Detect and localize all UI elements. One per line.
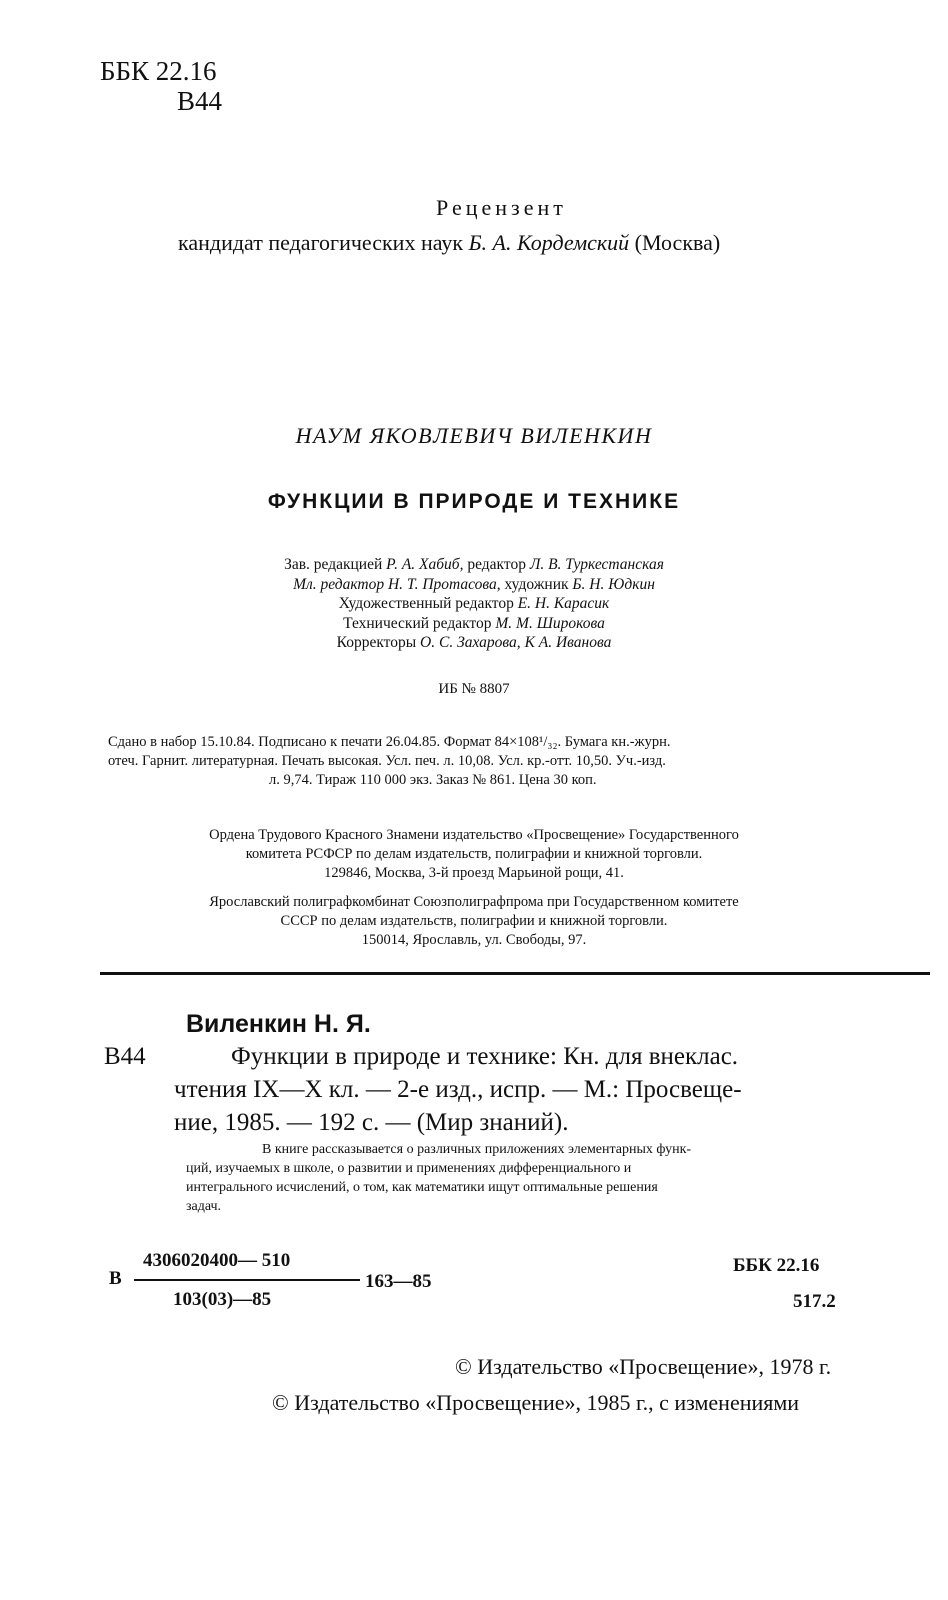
staff-line	[0, 633, 948, 653]
printer-block	[0, 893, 948, 950]
book-title: ФУНКЦИИ В ПРИРОДЕ И ТЕХНИКЕ	[267, 490, 681, 513]
fraction-prefix: В	[109, 1268, 122, 1289]
entry-description-line: ние, 1985. — 192 с. — (Мир знаний).	[174, 1109, 569, 1136]
staff-name: М. М. Широкова	[495, 614, 605, 632]
bbk-bottom	[733, 1248, 836, 1320]
publisher-block	[0, 826, 948, 883]
ib-number: ИБ № 8807	[438, 681, 510, 697]
reviewer-name: Б. А. Кордемский	[468, 230, 630, 255]
publisher-line: комитета РСФСР по делам издательств, полиграфии и книжной торговли.	[245, 846, 703, 862]
copyright-line: © Издательство «Просвещение», 1978 г.	[455, 1354, 832, 1379]
reviewer-city: (Москва)	[634, 230, 721, 255]
entry-description	[174, 1040, 742, 1139]
staff-role: Художественный редактор	[338, 595, 514, 612]
publisher-line: Ордена Трудового Красного Знамени издательство «Просвещение» Государственного	[209, 827, 739, 843]
printing-line: л. 9,74. Тираж 110 000 экз. Заказ № 861. Цена 30 коп.	[269, 772, 597, 788]
reviewer-prefix: кандидат педагогических наук	[178, 230, 464, 255]
entry-description-line: чтения IX—X кл. — 2-е изд., испр. — М.: Просвеще-	[174, 1076, 742, 1103]
printer-line: 150014, Ярославль, ул. Свободы, 97.	[361, 932, 587, 948]
printer-line: Ярославский полиграфкомбинат Союзполиграфпрома при Государственном комитете	[209, 894, 739, 910]
staff-name: Е. Н. Карасик	[517, 595, 610, 612]
staff-name: К А. Иванова	[524, 634, 612, 651]
printing-line: Сдано в набор 15.10.84. Подписано к печати 26.04.85. Формат 84×108¹/₃₂. Бумага кн.-журн.	[108, 734, 671, 750]
staff-line	[0, 594, 948, 614]
staff-line	[0, 575, 948, 595]
staff-name: Л. В. Туркестанская	[529, 556, 664, 573]
book-author: НАУМ ЯКОВЛЕВИЧ ВИЛЕНКИН	[295, 423, 653, 448]
staff-role: Корректоры	[336, 634, 417, 651]
entry-author: Виленкин Н. Я.	[186, 1010, 371, 1038]
printing-line: отеч. Гарнит. литературная. Печать высокая. Усл. печ. л. 10,08. Усл. кр.-отт. 10,50. Уч.-изд.	[108, 753, 666, 769]
fraction-numerator: 4306020400— 510	[143, 1250, 291, 1271]
reviewer-line	[178, 230, 720, 256]
abstract-line: интегрального исчислений, о том, как математики ищут оптимальные решения	[186, 1180, 658, 1195]
bbk-top	[100, 56, 222, 116]
abstract-line: В книге рассказывается о различных приложениях элементарных функ-	[262, 1142, 692, 1157]
publisher-line: 129846, Москва, 3-й проезд Марьиной рощи, 41.	[324, 865, 624, 881]
staff-role: художник	[504, 575, 569, 593]
staff-line	[0, 555, 948, 575]
printer-line: СССР по делам издательств, полиграфии и книжной торговли.	[280, 913, 668, 929]
entry-code: В44	[104, 1043, 146, 1070]
abstract-line: ций, изучаемых в школе, о развитии и применениях дифференциального и	[186, 1161, 632, 1176]
entry-description-line: Функции в природе и технике: Кн. для внеклас.	[231, 1043, 739, 1070]
copyright-line: © Издательство «Просвещение», 1985 г., с изменениями	[272, 1390, 800, 1415]
staff-name: Б. Н. Юдкин	[572, 575, 655, 593]
staff-line	[0, 614, 948, 634]
bbk-top-line1: ББК 22.16	[100, 56, 217, 86]
staff-role: редактор	[467, 556, 526, 573]
staff-role: Технический редактор	[343, 614, 492, 632]
fraction-denominator: 103(03)—85	[173, 1289, 272, 1310]
entry-abstract	[186, 1140, 930, 1216]
staff-name: Р. А. Хабиб,	[386, 556, 464, 573]
printing-details	[108, 733, 930, 790]
divider-rule	[100, 972, 930, 975]
bbk-bottom-line1: ББК 22.16	[733, 1255, 820, 1276]
fraction-bar	[134, 1279, 360, 1281]
abstract-line: задач.	[186, 1199, 222, 1214]
bbk-bottom-line2: 517.2	[793, 1291, 836, 1312]
staff-name: Н. Т. Протасова,	[387, 575, 501, 593]
reviewer-label: Рецензент	[436, 195, 567, 220]
staff-name: О. С. Захарова,	[420, 634, 521, 651]
staff-list	[0, 555, 948, 653]
bbk-top-line2: В44	[177, 86, 223, 116]
fraction-code: 163—85	[365, 1271, 432, 1292]
staff-role: Зав. редакцией	[284, 556, 383, 573]
staff-role: Мл. редактор	[293, 575, 385, 593]
